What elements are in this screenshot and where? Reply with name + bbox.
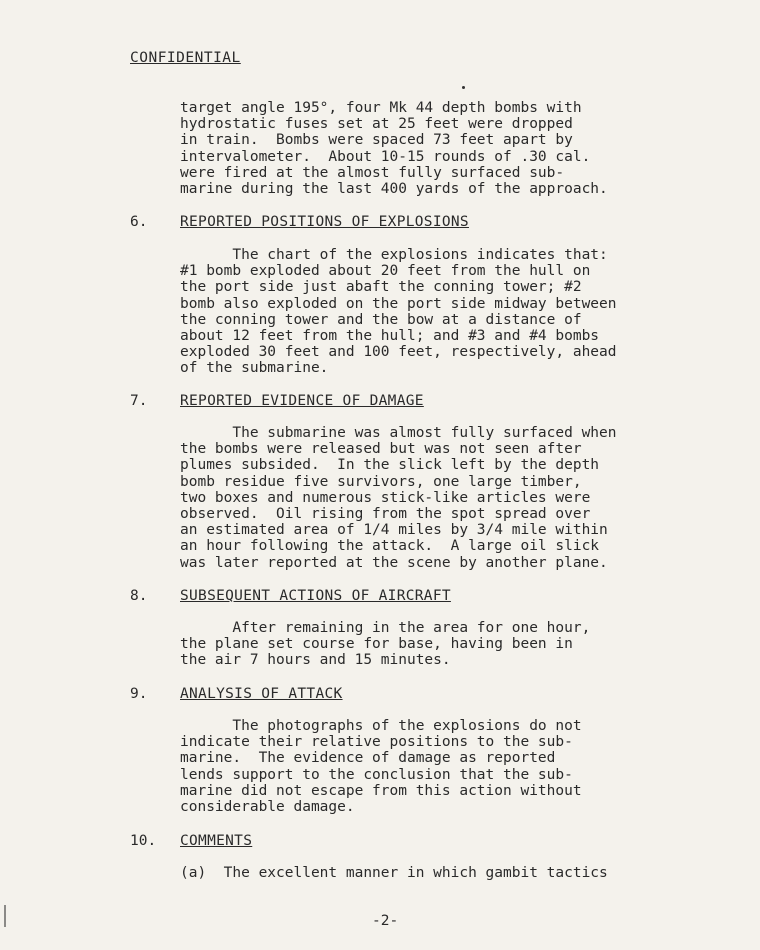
section-paragraph (180, 247, 680, 377)
text-line: an hour following the attack. A large oil slick (180, 538, 600, 555)
section-title: REPORTED POSITIONS OF EXPLOSIONS (180, 214, 469, 230)
text-line: considerable damage. (180, 799, 355, 816)
page-number: -2- (372, 913, 399, 929)
text-line: observed. Oil rising from the spot spread over (180, 506, 591, 523)
text-line: The chart of the explosions indicates that: (180, 247, 608, 263)
scan-edge-mark (4, 905, 6, 927)
section-title: ANALYSIS OF ATTACK (180, 686, 343, 702)
text-line: two boxes and numerous stick-like articles were (180, 489, 591, 506)
text-line: marine. The evidence of damage as reported (180, 750, 556, 767)
text-line: the bombs were released but was not seen after (180, 441, 582, 458)
text-line: (a) The excellent manner in which gambit tactics (180, 865, 608, 881)
intro-paragraph (180, 100, 680, 197)
section-number: 10. (130, 833, 157, 849)
text-line: were fired at the almost fully surfaced sub- (180, 164, 565, 181)
section-number: 8. (130, 588, 148, 604)
text-line: target angle 195°, four Mk 44 depth bombs with (180, 100, 582, 116)
section-paragraph (180, 865, 680, 881)
text-line: The submarine was almost fully surfaced when (180, 425, 617, 441)
text-line: marine during the last 400 yards of the approach. (180, 181, 608, 198)
section-paragraph (180, 425, 680, 571)
stray-mark (462, 86, 465, 89)
text-line: The photographs of the explosions do not (180, 718, 582, 734)
section-paragraph (180, 718, 680, 815)
text-line: hydrostatic fuses set at 25 feet were dropped (180, 116, 573, 133)
text-line: bomb residue five survivors, one large timber, (180, 473, 582, 490)
section-title: SUBSEQUENT ACTIONS OF AIRCRAFT (180, 588, 451, 604)
text-line: lends support to the conclusion that the sub- (180, 766, 573, 783)
text-line: exploded 30 feet and 100 feet, respectively, ahead (180, 344, 617, 361)
section-paragraph (180, 620, 680, 669)
section-title: COMMENTS (180, 833, 253, 849)
text-line: in train. Bombs were spaced 73 feet apart by (180, 132, 573, 149)
text-line: After remaining in the area for one hour, (180, 620, 591, 636)
text-line: indicate their relative positions to the sub- (180, 734, 573, 751)
text-line: of the submarine. (180, 360, 329, 377)
section-number: 6. (130, 214, 148, 230)
section-title: REPORTED EVIDENCE OF DAMAGE (180, 393, 424, 409)
section-number: 9. (130, 686, 148, 702)
text-line: an estimated area of 1/4 miles by 3/4 mile within (180, 522, 608, 539)
section-number: 7. (130, 393, 148, 409)
text-line: #1 bomb exploded about 20 feet from the hull on (180, 263, 591, 280)
classification-header: CONFIDENTIAL (130, 50, 241, 66)
text-line: marine did not escape from this action without (180, 782, 582, 799)
text-line: the plane set course for base, having been in (180, 636, 573, 653)
text-line: the air 7 hours and 15 minutes. (180, 652, 451, 669)
text-line: bomb also exploded on the port side midway between (180, 295, 617, 312)
text-line: about 12 feet from the hull; and #3 and #4 bombs (180, 328, 600, 345)
text-line: intervalometer. About 10-15 rounds of .30 cal. (180, 148, 591, 165)
text-line: the port side just abaft the conning tower; #2 (180, 279, 582, 296)
text-line: the conning tower and the bow at a distance of (180, 311, 582, 328)
text-line: plumes subsided. In the slick left by the depth (180, 457, 600, 474)
text-line: was later reported at the scene by another plane. (180, 554, 608, 571)
